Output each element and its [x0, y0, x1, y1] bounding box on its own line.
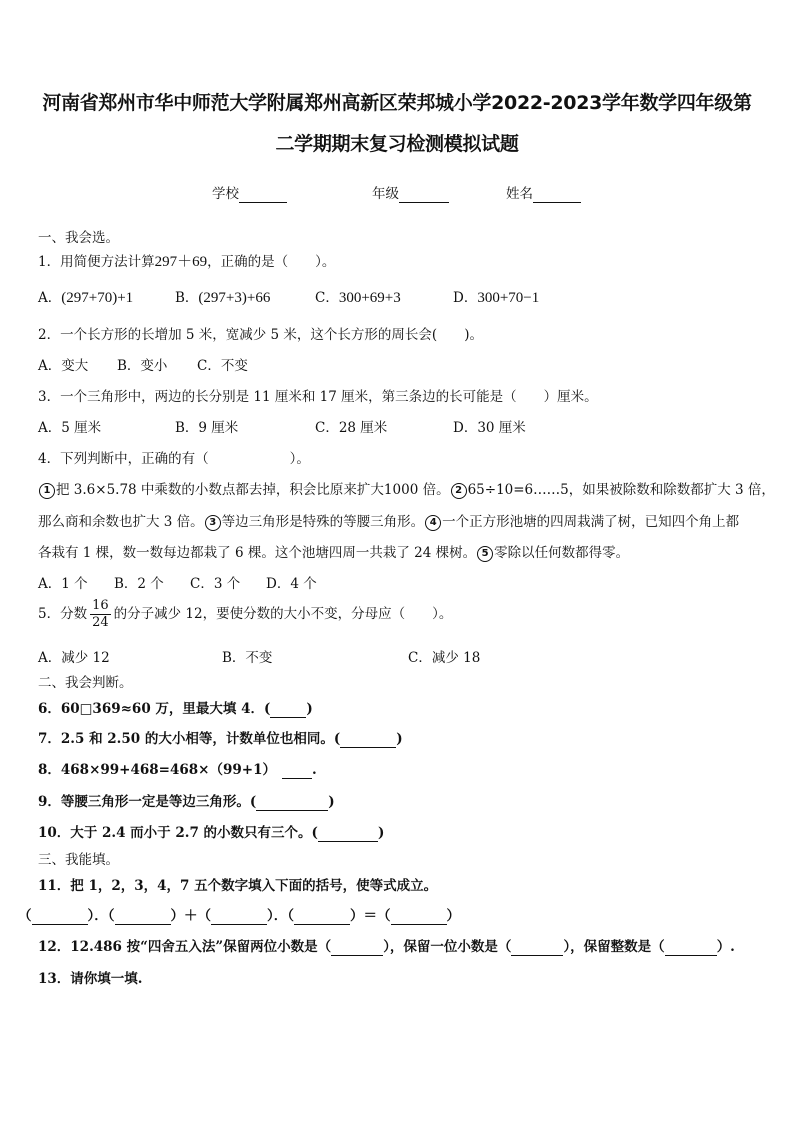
question-13: 13．请你填一填.: [38, 971, 143, 987]
question-4: 4．下列判断中，正确的有（ ）。: [38, 451, 310, 467]
q5-denominator: 24: [92, 615, 109, 630]
section-heading-1: 一、我会选。: [38, 230, 119, 246]
grade-label: 年级: [372, 186, 399, 202]
q2-option-c[interactable]: C．不变: [197, 358, 248, 374]
q4-option-a[interactable]: A．1 个: [38, 576, 88, 592]
q5-option-c[interactable]: C．减少 18: [408, 650, 481, 666]
q5-option-b[interactable]: B．不变: [222, 650, 273, 666]
q1-number: 1．: [38, 254, 61, 270]
q4-statement-line-2: [38, 510, 739, 531]
circled-number-4: 4: [425, 515, 441, 531]
q3-option-a[interactable]: A．5 厘米: [38, 420, 102, 436]
q12-blank-1[interactable]: [331, 939, 383, 956]
q8-answer-blank[interactable]: [282, 762, 312, 779]
q11-blank-4[interactable]: [294, 908, 350, 925]
q1-option-a[interactable]: A．(297+70)+1: [38, 290, 134, 306]
q11-blank-1[interactable]: [32, 908, 88, 925]
q10-answer-blank[interactable]: [318, 825, 378, 842]
q1-text-a: 用简便方法计算: [60, 254, 155, 270]
question-9: 9．等腰三角形一定是等边三角形。( ): [38, 794, 335, 810]
question-1: [38, 250, 335, 271]
q5-option-a[interactable]: A．减少 12: [38, 650, 110, 666]
q4-option-b[interactable]: B．2 个: [114, 576, 164, 592]
q11-equation: （ ）．（ ）＋（ ）．（ ）＝（ ）: [18, 908, 460, 924]
question-12: 12．12.486 按“四舍五入法”保留两位小数是（ ），保留一位小数是（ ），保留整数是（ ）.: [38, 939, 735, 955]
q11-blank-3[interactable]: [211, 908, 267, 925]
question-11: 11．把 1，2，3，4，7 五个数字填入下面的括号，使等式成立。: [38, 878, 438, 894]
grade-blank[interactable]: [399, 186, 449, 203]
q5-fraction: [90, 598, 111, 631]
question-6: 6．60□369≈60 万，里最大填 4．( ): [38, 701, 313, 717]
q4-option-d[interactable]: D．4 个: [266, 576, 317, 592]
q4-statement-4a: 一个正方形池塘的四周栽满了树，已知四个角上都: [442, 514, 740, 530]
circled-number-2: 2: [451, 483, 467, 499]
school-label: 学校: [212, 186, 239, 202]
q4-statement-2a: 65÷10=6……5，如果被除数和除数都扩大 3 倍，: [467, 482, 775, 498]
q3-option-b[interactable]: B．9 厘米: [175, 420, 239, 436]
q4-statement-2b: 那么商和余数也扩大 3 倍。: [38, 514, 204, 530]
section-heading-2: 二、我会判断。: [38, 675, 133, 691]
q1-option-b[interactable]: B．(297+3)+66: [175, 290, 271, 306]
q4-statement-1: 把 3.6×5.78 中乘数的小数点都去掉，积会比原来扩大1000 倍。: [56, 482, 450, 498]
circled-number-1: 1: [39, 483, 55, 499]
q4-option-c[interactable]: C．3 个: [190, 576, 241, 592]
name-label: 姓名: [506, 186, 533, 202]
q5-suffix: 的分子减少 12，要使分数的大小不变，分母应（ ）。: [113, 606, 453, 622]
q2-option-a[interactable]: A．变大: [38, 358, 89, 374]
q4-statement-5: 零除以任何数都得零。: [494, 545, 630, 561]
q4-statement-line-1: [38, 478, 775, 499]
name-blank[interactable]: [533, 186, 581, 203]
name-field: [506, 182, 581, 203]
q3-option-c[interactable]: C．28 厘米: [315, 420, 388, 436]
question-7: 7．2.5 和 2.50 的大小相等，计数单位也相同。( ): [38, 731, 403, 747]
q4-statement-3: 等边三角形是特殊的等腰三角形。: [221, 514, 425, 530]
q5-prefix: 5．分数: [38, 606, 88, 622]
school-blank[interactable]: [239, 186, 287, 203]
question-8: 8．468×99+468=468×（99+1） .: [38, 762, 317, 778]
q1-text-b: ，正确的是（ ）。: [207, 254, 336, 270]
section-heading-3: 三、我能填。: [38, 852, 119, 868]
q4-statement-4b: 各栽有 1 棵，数一数每边都栽了 6 棵。这个池塘四周一共栽了 24 棵树。: [38, 545, 477, 561]
q12-blank-2[interactable]: [511, 939, 563, 956]
q1-option-c[interactable]: C．300+69+3: [315, 290, 401, 306]
question-2: 2．一个长方形的长增加 5 米，宽减少 5 米，这个长方形的周长会( )。: [38, 327, 483, 343]
q9-answer-blank[interactable]: [256, 794, 328, 811]
school-field: [212, 182, 287, 203]
q4-statement-line-3: [38, 541, 629, 562]
circled-number-5: 5: [477, 546, 493, 562]
q3-option-d[interactable]: D．30 厘米: [453, 420, 526, 436]
grade-field: [372, 182, 449, 203]
page-title-line-1: 河南省郑州市华中师范大学附属郑州高新区荣邦城小学2022-2023学年数学四年级第: [42, 92, 752, 114]
question-3: 3．一个三角形中，两边的长分别是 11 厘米和 17 厘米，第三条边的长可能是（ ）厘米。: [38, 389, 598, 405]
question-10: 10．大于 2.4 而小于 2.7 的小数只有三个。( ): [38, 825, 385, 841]
page-title-line-2: 二学期期末复习检测模拟试题: [275, 133, 519, 155]
q6-answer-blank[interactable]: [270, 701, 306, 718]
q2-option-b[interactable]: B．变小: [117, 358, 168, 374]
q1-option-d[interactable]: D．300+70−1: [453, 290, 540, 306]
question-5: [38, 598, 452, 631]
q11-blank-2[interactable]: [115, 908, 171, 925]
q5-numerator: 16: [92, 598, 109, 613]
q11-blank-5[interactable]: [391, 908, 447, 925]
q1-expression: 297＋69: [154, 254, 208, 270]
circled-number-3: 3: [205, 515, 221, 531]
q7-answer-blank[interactable]: [340, 731, 396, 748]
q12-blank-3[interactable]: [665, 939, 717, 956]
